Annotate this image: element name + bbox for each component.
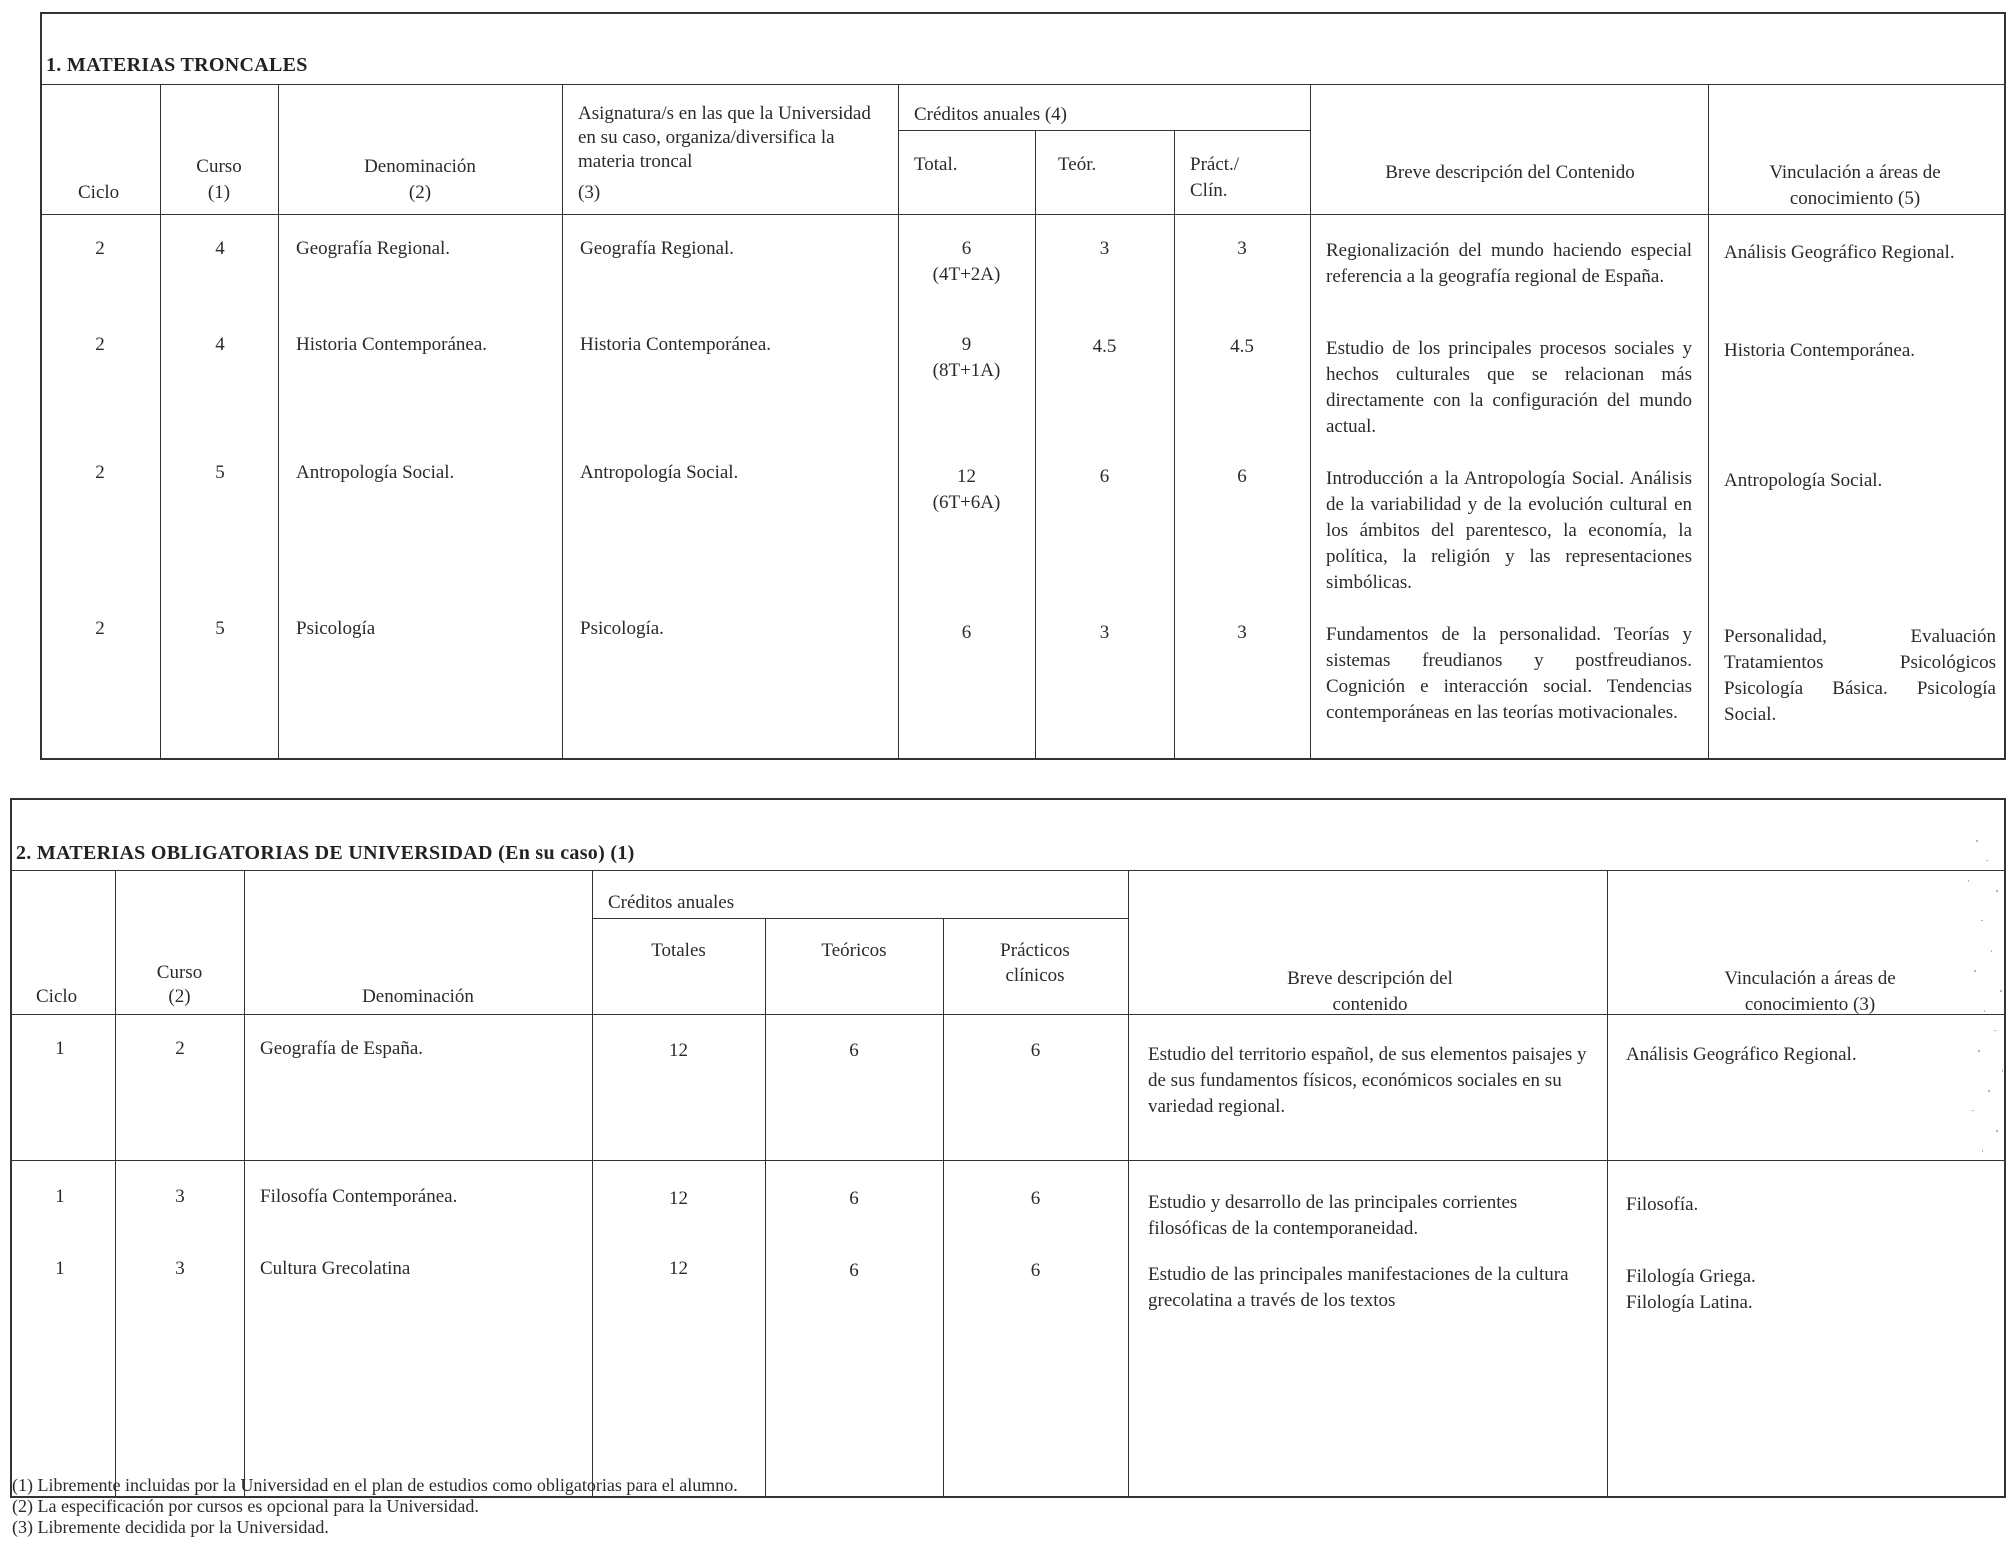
s2-header-vinculacion: Vinculación a áreas de conocimiento (3)	[1724, 968, 1896, 1015]
s2-row2-ciclo: 1	[55, 1186, 65, 1207]
s1-row1-curso: 4	[215, 238, 225, 259]
s1-row2-ciclo: 2	[95, 334, 105, 355]
s2-row2-vinculacion: Filosofía.	[1626, 1194, 1699, 1215]
s1-row1-ciclo: 2	[95, 238, 105, 259]
s2-row2-totales: 12	[669, 1188, 688, 1209]
s2-row2-denominacion: Filosofía Contemporánea.	[260, 1186, 458, 1207]
s1-col-divider	[1310, 84, 1311, 760]
s1-row3-ciclo: 2	[95, 462, 105, 483]
s2-row3-teoricos: 6	[849, 1260, 859, 1281]
s2-row1-curso: 2	[175, 1038, 185, 1059]
s2-row1-descripcion: Estudio del territorio español, de sus elementos paisajes y de sus fundamentos físicos, económicos sociales en su variedad regional.	[1148, 1044, 1587, 1117]
s2-row1-practicos: 6	[1030, 1040, 1041, 1061]
s1-header-teor: Teór.	[1058, 154, 1097, 175]
section2-title-suffix: (En su caso) (1)	[498, 842, 635, 864]
s2-row1-ciclo: 1	[55, 1038, 65, 1059]
s2-header-totales: Totales	[651, 940, 706, 961]
s1-row1-pract: 3	[1237, 238, 1247, 259]
s1-row3-total: 12	[957, 466, 976, 487]
s2-header-practicos: Prácticos clínicos	[1000, 940, 1070, 986]
footnote-3: (3) Libremente decidida por la Universidad.	[12, 1517, 329, 1537]
s1-col-divider	[1708, 84, 1709, 760]
section2-title-rule	[10, 870, 2006, 871]
s1-row1-descripcion: Regionalización del mundo haciendo especial referencia a la geografía regional de España.	[1326, 240, 1692, 287]
s1-row4-vinculacion: Personalidad, Evaluación Tratamientos Psicológicos Psicología Básica. Psicología Social.	[1724, 626, 1996, 725]
s1-header-pract: Práct./ Clín.	[1190, 154, 1240, 201]
section1-title-rule	[40, 84, 2006, 85]
s1-row4-teor: 3	[1099, 622, 1110, 643]
s1-header-denominacion-note: (2)	[408, 182, 432, 203]
s1-row4-pract: 3	[1237, 622, 1247, 643]
s2-header-creditos: Créditos anuales	[608, 892, 735, 913]
s1-col-divider	[1174, 130, 1175, 760]
s1-row2-denominacion: Historia Contemporánea.	[296, 334, 488, 355]
s1-row3-teor: 6	[1099, 466, 1110, 487]
s1-row3-vinculacion: Antropología Social.	[1724, 470, 1883, 491]
s2-row3-vinculacion: Filología Griega. Filología Latina.	[1626, 1266, 1756, 1313]
s2-col-divider	[592, 870, 593, 1498]
s1-header-curso-note: (1)	[207, 182, 231, 203]
s1-row3-descripcion: Introducción a la Antropología Social. Análisis de la variabilidad y de la evolución cultural en los ámbitos del parentesco, la economía, la política, la religión y las representaciones simbólicas.	[1326, 468, 1692, 593]
s2-row1-denominacion: Geografía de España.	[260, 1038, 424, 1059]
s1-row2-teor: 4.5	[1092, 336, 1117, 357]
s2-col-divider	[1607, 870, 1608, 1498]
section2-table-frame	[10, 798, 2006, 1498]
s2-row3-totales: 12	[669, 1258, 688, 1279]
s2-col-divider	[244, 870, 245, 1498]
s2-header-curso-note: (2)	[168, 986, 191, 1007]
s1-header-denominacion: Denominación	[364, 156, 476, 177]
s1-row4-total: 6	[961, 622, 972, 643]
s2-row3-ciclo: 1	[55, 1258, 65, 1279]
s2-row2-teoricos: 6	[849, 1188, 859, 1209]
s2-row1-totales: 12	[669, 1040, 688, 1061]
s1-header-rule	[40, 214, 2006, 215]
s2-header-ciclo: Ciclo	[36, 986, 78, 1007]
s1-row1-vinculacion: Análisis Geográfico Regional.	[1724, 242, 1955, 263]
s2-row3-descripcion: Estudio de las principales manifestaciones de la cultura grecolatina a través de los textos	[1148, 1264, 1569, 1311]
s1-credits-rule	[898, 130, 1310, 131]
s2-credits-rule	[592, 918, 1128, 919]
s2-header-teoricos: Teóricos	[821, 940, 887, 961]
s1-row1-asignatura: Geografía Regional.	[580, 238, 735, 259]
s1-col-divider	[1035, 130, 1036, 760]
s1-row2-vinculacion: Historia Contemporánea.	[1724, 340, 1916, 361]
footnote-1: (1) Libremente incluidas por la Universidad en el plan de estudios como obligatorias para el alumno.	[12, 1475, 738, 1495]
s2-header-descripcion: Breve descripción del contenido	[1287, 968, 1453, 1015]
footnote-2: (2) La especificación por cursos es opcional para la Universidad.	[12, 1496, 479, 1516]
s1-row2-total-detail: (8T+1A)	[932, 360, 1001, 381]
s1-row4-asignatura: Psicología.	[580, 618, 664, 639]
s2-row3-curso: 3	[175, 1258, 185, 1279]
s1-header-ciclo: Ciclo	[78, 182, 120, 203]
s2-row2-practicos: 6	[1030, 1188, 1041, 1209]
s1-header-total: Total.	[914, 154, 958, 175]
s2-col-divider	[1128, 870, 1129, 1498]
s1-row3-denominacion: Antropología Social.	[296, 462, 455, 483]
s1-row4-ciclo: 2	[95, 618, 105, 639]
s1-row1-total-detail: (4T+2A)	[932, 264, 1001, 285]
s1-row1-denominacion: Geografía Regional.	[296, 238, 451, 259]
scan-noise-graphic	[1956, 800, 2016, 1220]
s2-header-denominacion: Denominación	[362, 986, 474, 1007]
s1-row1-total: 6	[961, 238, 972, 259]
s1-header-descripcion: Breve descripción del Contenido	[1385, 162, 1635, 183]
s1-row1-teor: 3	[1099, 238, 1110, 259]
s2-row2-descripcion: Estudio y desarrollo de las principales corrientes filosóficas de la contemporaneidad.	[1148, 1192, 1518, 1239]
s1-header-asignaturas: Asignatura/s en las que la Universidad en su caso, organiza/diversifica la materia troncal	[578, 103, 871, 172]
s2-row1-vinculacion: Análisis Geográfico Regional.	[1626, 1044, 1857, 1065]
s2-row-rule	[10, 1160, 2006, 1161]
section2-title-main: 2. MATERIAS OBLIGATORIAS DE UNIVERSIDAD	[16, 842, 493, 864]
s1-row2-curso: 4	[215, 334, 225, 355]
s1-row4-denominacion: Psicología	[296, 618, 376, 639]
section2-title	[16, 842, 635, 865]
s1-row2-asignatura: Historia Contemporánea.	[580, 334, 772, 355]
s2-row3-practicos: 6	[1030, 1260, 1041, 1281]
s2-row1-teoricos: 6	[849, 1040, 859, 1061]
s1-row2-pract: 4.5	[1230, 336, 1254, 357]
s1-row4-curso: 5	[215, 618, 225, 639]
s1-row3-total-detail: (6T+6A)	[932, 492, 1001, 513]
s1-row2-descripcion: Estudio de los principales procesos sociales y hechos culturales que se relacionan más directamente con la configuración del mundo actual.	[1326, 338, 1692, 437]
s2-row2-curso: 3	[175, 1186, 185, 1207]
s1-row3-asignatura: Antropología Social.	[580, 462, 739, 483]
s1-header-asignaturas-note: (3)	[578, 182, 601, 203]
section1-title: 1. MATERIAS TRONCALES	[46, 54, 308, 76]
s1-row2-total: 9	[961, 334, 972, 355]
s2-row3-denominacion: Cultura Grecolatina	[260, 1258, 411, 1279]
s2-header-curso: Curso	[156, 962, 203, 983]
s1-header-creditos: Créditos anuales (4)	[914, 104, 1068, 125]
s1-col-divider	[898, 84, 899, 760]
s1-row3-curso: 5	[215, 462, 225, 483]
s1-header-vinculacion: Vinculación a áreas de conocimiento (5)	[1769, 162, 1941, 209]
s1-header-curso: Curso	[196, 156, 242, 177]
s1-col-divider	[562, 84, 563, 760]
s1-row4-descripcion: Fundamentos de la personalidad. Teorías y sistemas freudianos y postfreudianos. Cognición e interacción social. Tendencias contemporáneas en las teorías motivacionales.	[1326, 624, 1692, 723]
s1-row3-pract: 6	[1237, 466, 1247, 487]
